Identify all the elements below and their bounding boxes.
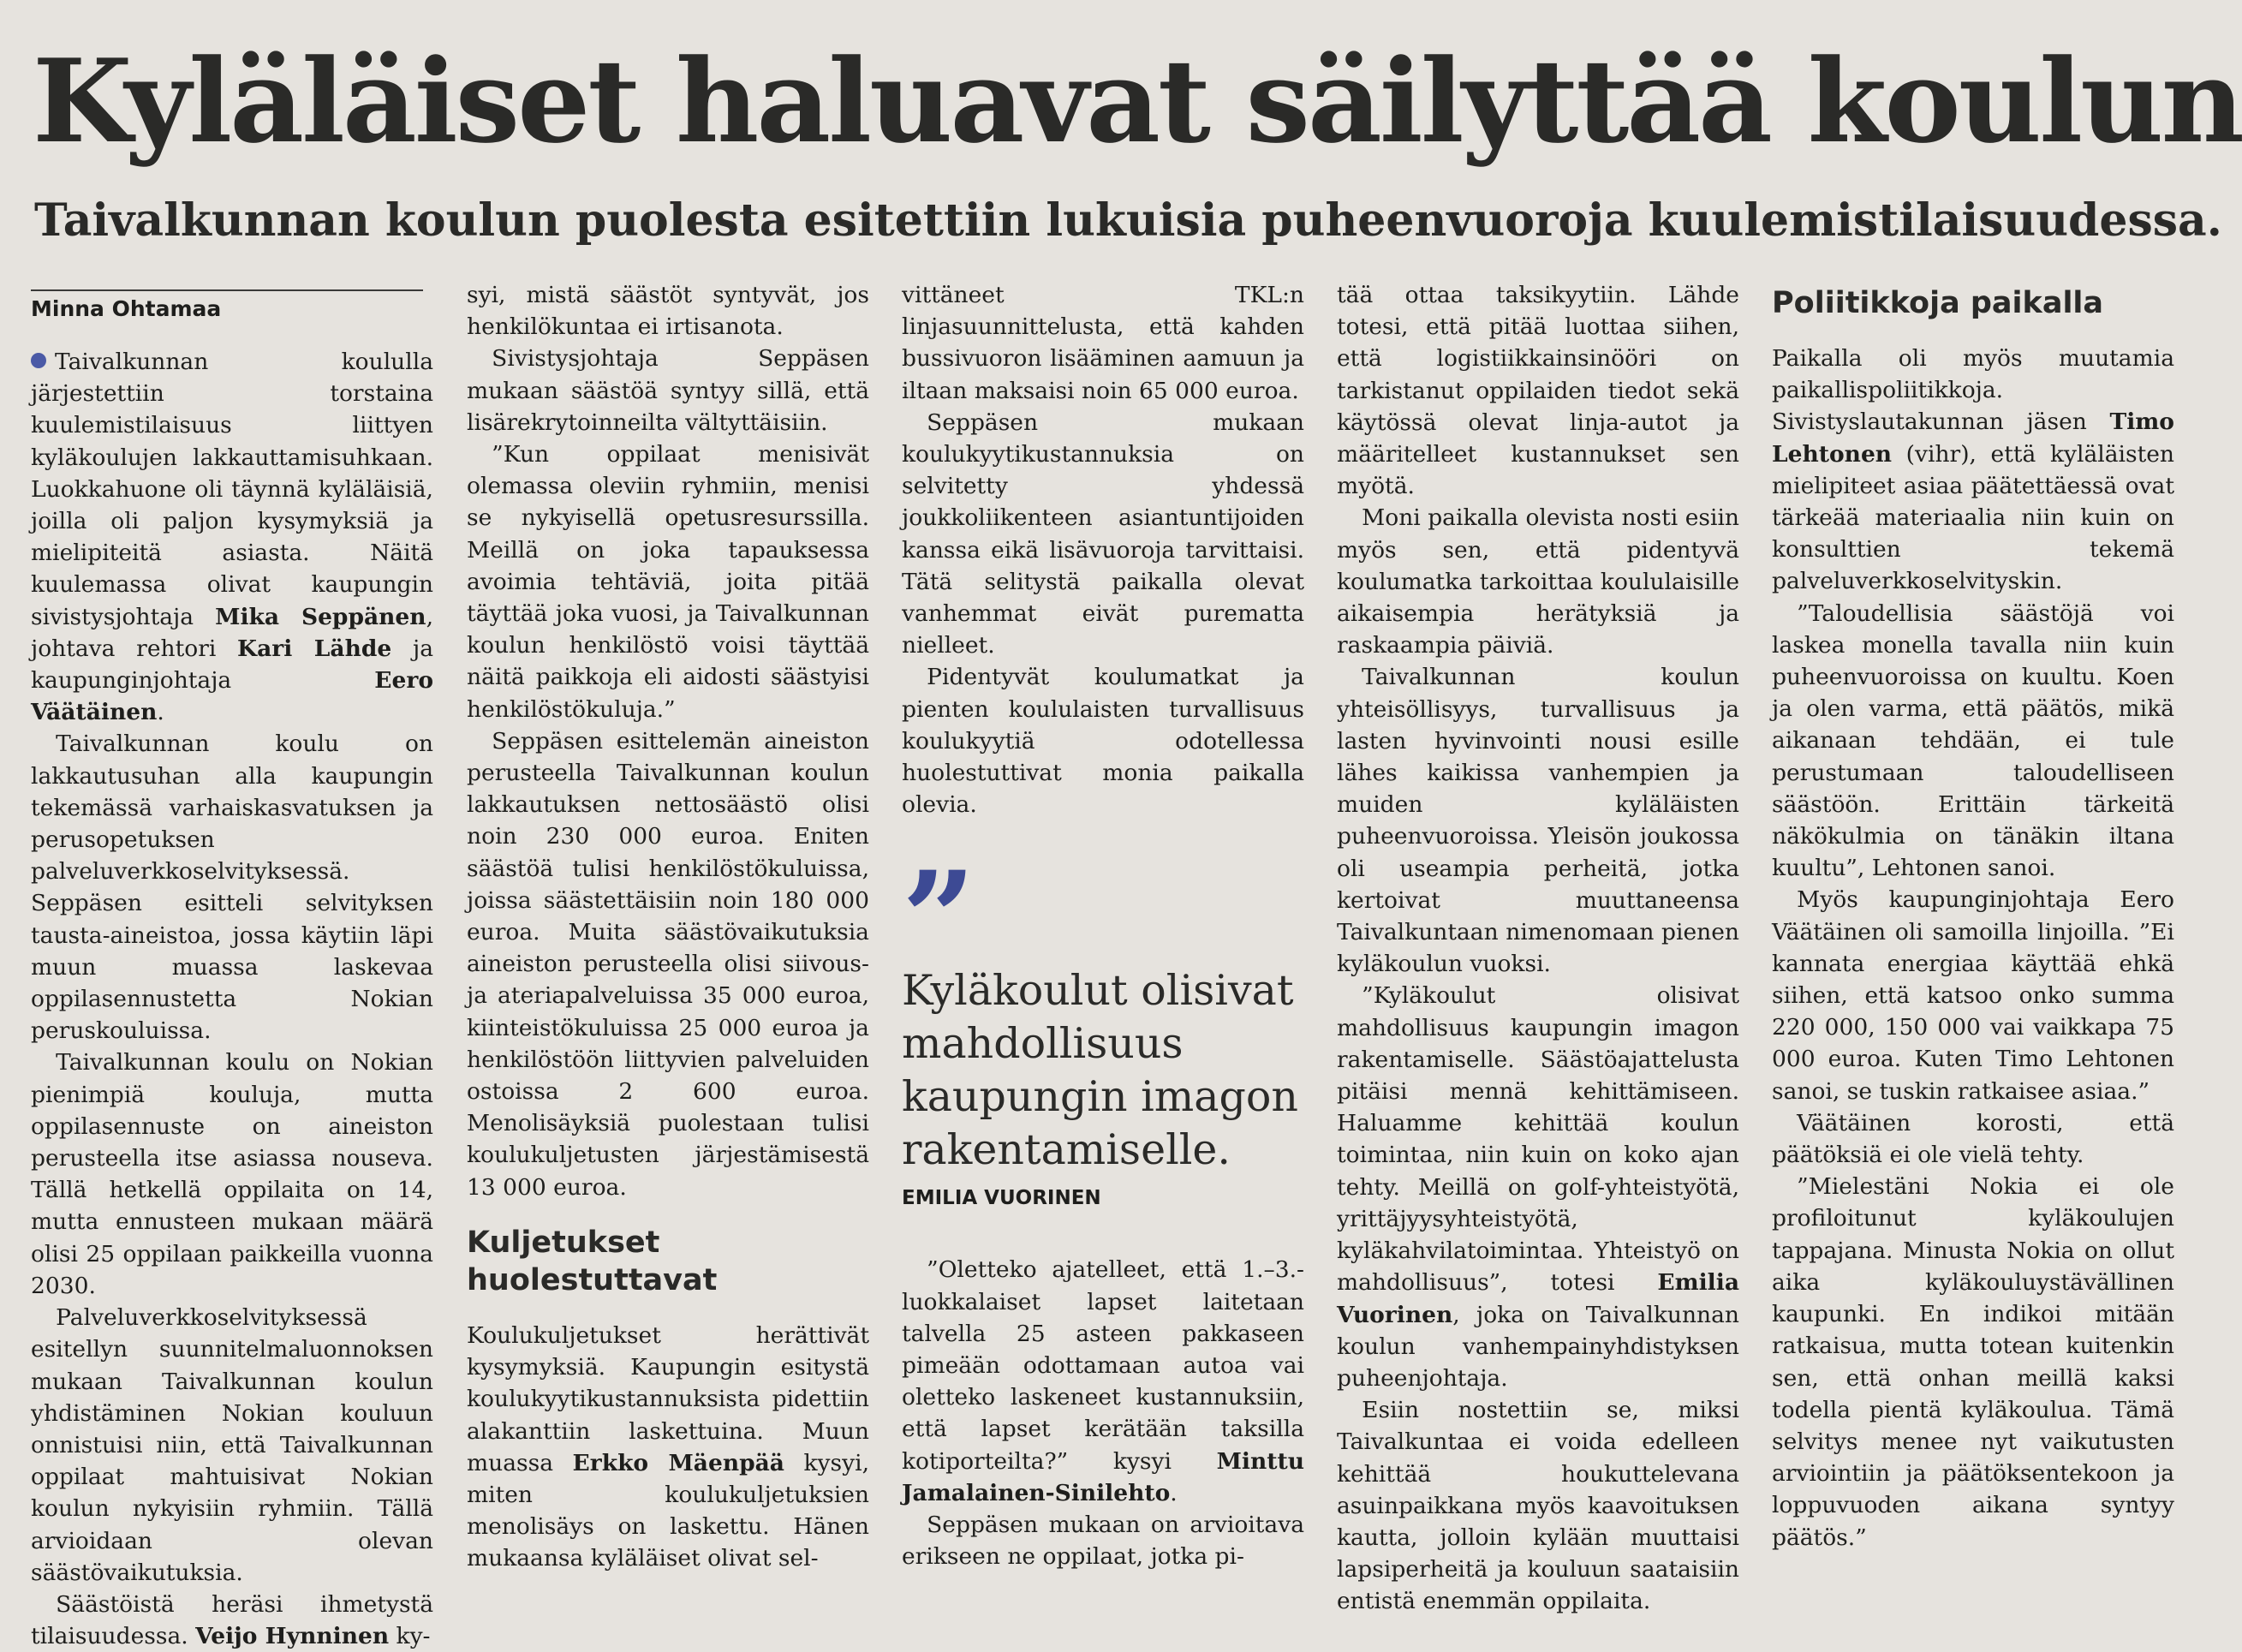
paragraph: ”Mielestäni Nokia ei ole profiloitunut kyläkoulujen tappajana. Minusta Nokia on ollut aika kyläkouluystävällinen kaupunki. En indikoi mitään ratkaisua, mutta totean kuitenkin sen, että onhan meillä kaksi todella pientä kyläkoulua. Tämä selvitys menee nyt vaikutusten arviointiin ja päätöksentekoon ja loppuvuoden aikana syntyy päätös.”	[1772, 1173, 2174, 1551]
quote-mark-icon: ”	[902, 844, 976, 995]
paragraph: Väätäinen korosti, että päätöksiä ei ole vielä tehty.	[1772, 1109, 2174, 1169]
paragraph: Esiin nostettiin se, miksi Taivalkuntaa ei voida edelleen kehittää houkuttelevana asuinpaikkana myös kaavoituksen kautta, jolloin kylään muuttaisi lapsiperheitä ja kouluun saataisiin entistä enemmän oppilaita.	[1337, 1397, 1739, 1615]
paragraph: syi, mistä säästöt syntyvät, jos henkilökuntaa ei irtisanota.	[467, 282, 869, 341]
subhead: Kuljetukset huolestuttavat	[467, 1225, 718, 1297]
paragraph: Taivalkunnan koululla järjestettiin torstaina kuulemistilaisuus liittyen kyläkoulujen lakkauttamisuhkaan. Luokkahuone oli täynnä kyläläisiä, joilla oli paljon kysymyksiä ja mielipiteitä asiasta. Näitä kuulemassa olivat kaupungin sivistysjohtaja Mika Seppänen, johtava rehtori Kari Lähde ja kaupunginjohtaja Eero Väätäinen.	[31, 349, 433, 726]
paragraph: Palveluverkkoselvityksessä esitellyn suunnitelmaluonnoksen mukaan Taivalkunnan koulun yhdistäminen Nokian kouluun onnistuisi niin, että Taivalkunnan oppilaat mahtuisivat Nokian koulun nykyisiin ryhmiin. Tällä arvioidaan olevan säästövaikutuksia.	[31, 1304, 433, 1586]
paragraph: Taivalkunnan koulun yhteisöllisyys, turvallisuus ja lasten hyvinvointi nousi esille lähes kaikissa vanhempien ja muiden kyläläisten puheenvuoroissa. Yleisön joukossa oli useampia perheitä, jotka kertoivat muuttaneensa Taivalkuntaan nimenomaan pienen kyläkoulun vuoksi.	[1337, 664, 1739, 978]
bullet-dot-icon	[31, 353, 46, 368]
paragraph: Seppäsen esittelemän aineiston perusteella Taivalkunnan koulun lakkautuksen nettosäästö olisi noin 230 000 euroa. Eniten säästöä tulisi henkilöstökuluissa, joissa säästettäisiin noin 180 000 euroa. Muita säästövaikutuksia aineiston perusteella olisi siivous- ja ateriapalveluissa 35 000 euroa, kiinteistökuluissa 25 000 euroa ja henkilöstöön liittyvien palveluiden ostoissa 2 600 euroa. Menolisäyksiä puolestaan tulisi koulukuljetusten järjestämisestä 13 000 euroa.	[467, 727, 869, 1201]
paragraph: Myös kaupunginjohtaja Eero Väätäinen oli samoilla linjoilla. ”Ei kannata energiaa käyttää ehkä siihen, että katsoo onko summa 220 000, 150 000 vai vaikkapa 75 000 euroa. Kuten Timo Lehtonen sanoi, se tuskin ratkaisee asiaa.”	[1772, 886, 2174, 1105]
paragraph: ”Kyläkoulut olisivat mahdollisuus kaupungin imagon rakentamiselle. Säästöajattelusta pitäisi mennä kehittämiseen. Haluamme kehittää koulun toimintaa, niin kuin on koko ajan tehty. Meillä on golf-yhteistyötä, yrittäjyysyhteistyötä, kyläkahvilatoimintaa. Yhteistyö on mahdollisuus”, totesi Emilia Vuorinen, joka on Taivalkunnan koulun vanhempainyhdistyksen puheenjohtaja.	[1337, 982, 1739, 1392]
byline: Minna Ohtamaa	[31, 296, 222, 321]
column-2	[467, 279, 869, 1615]
paragraph: Sivistysjohtaja Seppäsen mukaan säästöä syntyy sillä, että lisärekrytoinneilta vältyttäisiin.	[467, 345, 869, 436]
paragraph: Taivalkunnan koulu on lakkautusuhan alla kaupungin tekemässä varhaiskasvatuksen ja perusopetuksen palveluverkkoselvityksessä. Seppäsen esitteli selvityksen tausta-aineistoa, jossa käytiin läpi muun muassa laskevaa oppilasennustetta Nokian peruskouluissa.	[31, 731, 433, 1045]
paragraph: ”Taloudellisia säästöjä voi laskea monella tavalla niin kuin puheenvuoroissa on kuultu. Koen ja olen varma, että päätös, mikä aikanaan tehdään, ei tule perustumaan taloudelliseen säästöön. Erittäin tärkeitä näkökulmia on tänäkin iltana kuultu”, Lehtonen sanoi.	[1772, 599, 2174, 882]
column-4	[1337, 279, 1739, 1615]
paragraph: Moni paikalla olevista nosti esiin myös sen, että pidentyvä koulumatka tarkoittaa koululaisille aikaisempia herätyksiä ja raskaampia päiviä.	[1337, 504, 1739, 659]
pull-quote-box	[902, 844, 1304, 1211]
paragraph: ”Oletteko ajatelleet, että 1.–3.-luokkalaiset lapset laitetaan talvella 25 asteen pakkaseen pimeään odottamaan autoa vai oletteko laskeneet kustannuksiin, että lapset kerätään taksilla kotiporteilta?” kysyi Minttu Jamalainen-Sinilehto.	[902, 1256, 1304, 1506]
paragraph: vittäneet TKL:n linjasuunnittelusta, että kahden bussivuoron lisääminen aamuun ja iltaan maksaisi noin 65 000 euroa.	[902, 282, 1304, 404]
column-5	[1772, 279, 2174, 1615]
pull-quote: Kyläkoulut olisivat mahdollisuus kaupungin imagon rakentamiselle.	[902, 966, 1298, 1175]
paragraph: Seppäsen mukaan koulukyytikustannuksia on selvitetty yhdessä joukkoliikenteen asiantuntijoiden kanssa eikä lisävuoroja tarvittaisi. Tätä selitystä paikalla olevat vanhemmat eivät purematta nielleet.	[902, 409, 1304, 659]
pull-quote-credit: EMILIA VUORINEN	[902, 1187, 1101, 1210]
column-3	[902, 279, 1304, 1615]
paragraph: tää ottaa taksikyytiin. Lähde totesi, että pitää luottaa siihen, että logistiikkainsinööri on tarkistanut oppilaiden tiedot sekä käytössä olevat linja-autot ja määritelleet kustannukset sen myötä.	[1337, 282, 1739, 500]
paragraph: Koulukuljetukset herättivät kysymyksiä. Kaupungin esitystä koulukyytikustannuksista pidettiin alakanttiin laskettuina. Muun muassa Erkko Mäenpää kysyi, miten koulukuljetuksien menolisäys on laskettu. Hänen mukaansa kyläläiset olivat sel-	[467, 1321, 869, 1572]
paragraph: ”Kun oppilaat menisivät olemassa oleviin ryhmiin, menisi se nykyisellä opetusresurssilla. Meillä on joka tapauksessa avoimia tehtäviä, joita pitää täyttää joka vuosi, ja Taivalkunnan koulun henkilöstö voisi täyttää näitä paikkoja eli aidosti säästyisi henkilöstökuluja.”	[467, 441, 869, 723]
paragraph: Taivalkunnan koulu on Nokian pienimpiä kouluja, mutta oppilasennuste on aineiston perusteella itse asiassa nouseva. Tällä hetkellä oppilaita on 14, mutta ennusteen mukaan määrä olisi 25 oppilaan paikkeilla vuonna 2030.	[31, 1049, 433, 1299]
paragraph: Seppäsen mukaan on arvioitava erikseen ne oppilaat, jotka pi-	[902, 1512, 1304, 1571]
subhead: Poliitikkoja paikalla	[1772, 286, 2104, 320]
paragraph: Säästöistä heräsi ihmetystä tilaisuudessa. Veijo Hynninen ky-	[31, 1590, 433, 1650]
headline: Kyläläiset haluavat säilyttää koulun	[33, 33, 2242, 169]
paragraph: Paikalla oli myös muutamia paikallispoliitikkoja. Sivistyslautakunnan jäsen Timo Lehtonen (vihr), että kyläläisten mielipiteet asiaa päätettäessä ovat tärkeää materiaalia niin kuin on konsulttien tekemä palveluverkkoselvityskin.	[1772, 345, 2174, 595]
deck: Taivalkunnan koulun puolesta esitettiin lukuisia puheenvuoroja kuulemistilaisuudessa.	[34, 194, 2222, 247]
paragraph: Pidentyvät koulumatkat ja pienten koululaisten turvallisuus koulukyytiä odotellessa huolestuttivat monia paikalla olevia.	[902, 664, 1304, 819]
column-1	[31, 279, 433, 1650]
